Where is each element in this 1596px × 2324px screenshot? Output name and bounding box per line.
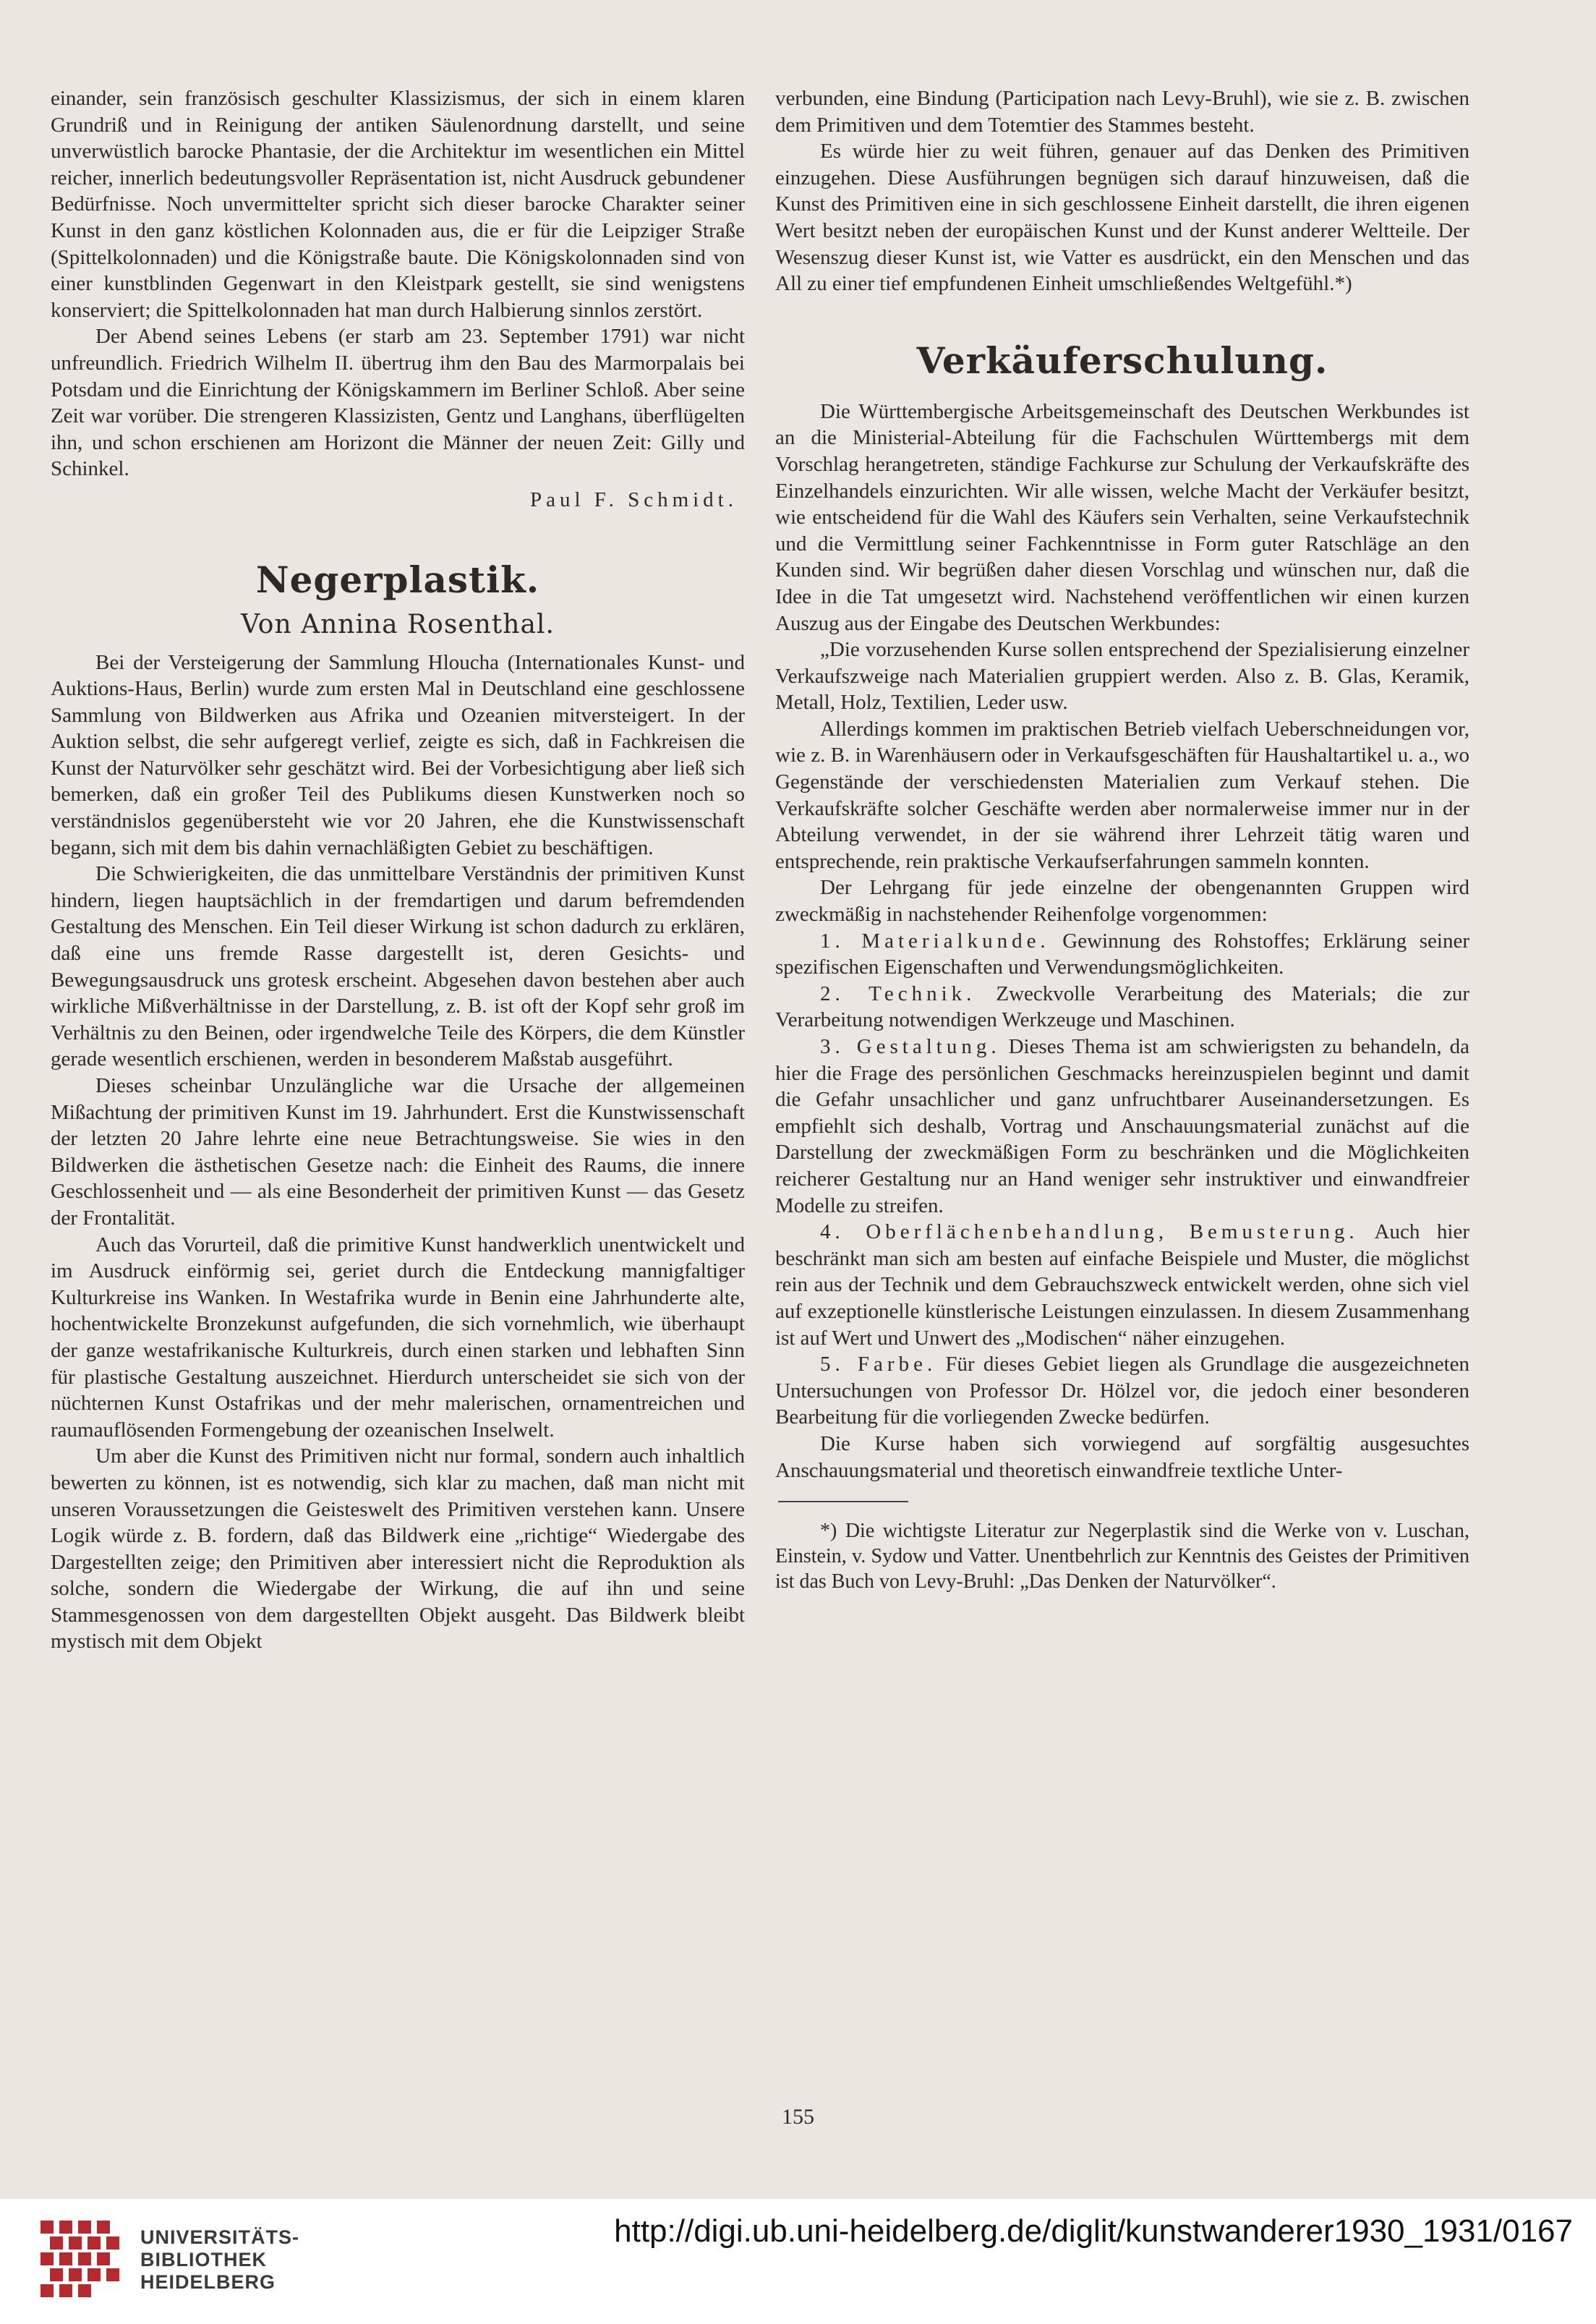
library-name-line: HEIDELBERG bbox=[140, 2271, 276, 2293]
list-item-text: Zweckvolle Verarbeitung des Materials; die zur Verarbeitung notwendigen Werkzeuge und Maschinen. bbox=[775, 982, 1470, 1032]
list-item bbox=[775, 1351, 1469, 1431]
page-number: 155 bbox=[782, 2105, 814, 2129]
right-column bbox=[775, 85, 1469, 1594]
paragraph: verbunden, eine Bindung (Participation nach Levy-Bruhl), wie sie z. B. zwischen dem Primitiven und dem Totemtier des Stammes besteht. bbox=[775, 87, 1469, 137]
article-title: Verkäuferschulung. bbox=[916, 339, 1328, 382]
paragraph: Allerdings kommen im praktischen Betrieb vielfach Ueberschneidungen vor, wie z. B. in Warenhäusern oder in Verkaufsgeschäften für Haushaltartikel u. a., wo Gegenstände der verschiedensten Materialien zum Verkauf stehen. Die Verkaufskräfte solcher Geschäfte werden aber normalerweise immer nur in der Abteilung verwendet, in der sie während ihrer Lehrzeit tätig waren und entsprechende, rein praktische Verkaufserfahrungen sammeln konnten. bbox=[775, 717, 1469, 873]
article-author: Von Annina Rosenthal. bbox=[241, 609, 555, 639]
paragraph: Der Lehrgang für jede einzelne der obengenannten Gruppen wird zweckmäßig in nachstehender Reihenfolge vorgenommen: bbox=[775, 876, 1469, 927]
paragraph: Die Kurse haben sich vorwiegend auf sorgfältig ausgesuchtes Anschauungsmaterial und theoretisch einwandfreie textliche Unter- bbox=[775, 1431, 1469, 1482]
list-item bbox=[775, 928, 1469, 981]
list-item-heading: 2. Technik. bbox=[820, 982, 976, 1005]
list-item-heading: 5. Farbe. bbox=[820, 1353, 937, 1376]
list-item-text: Auch hier beschränkt man sich am besten auf einfache Beispiele und Muster, die möglichst rein aus der Technik und dem Gebrauchszweck entwickelt werden, ohne sich viel auf exzeptionelle künstlerische Leistungen einzulassen. In diesem Zusammenhang ist auf Wert und Unwert des „Modischen“ näher einzugehen. bbox=[775, 1220, 1469, 1350]
footnote: *) Die wichtigste Literatur zur Negerplastik sind die Werke von v. Luschan, Einstein, v. Sydow und Vatter. Unentbehrlich zur Kenntnis des Geistes der Primitiven ist das Buch von Levy-Bruhl: „Das Denken der Naturvölker“. bbox=[775, 1520, 1469, 1593]
university-library-logo-icon bbox=[40, 2221, 130, 2300]
quote-paragraph: „Die vorzusehenden Kurse sollen entsprechend der Spezialisierung einzelner Verkaufszweige nach Materialien gruppiert werden. Also z. B. Glas, Keramik, Metall, Holz, Textilien, Leder usw. bbox=[775, 638, 1469, 715]
footnote-divider bbox=[778, 1501, 908, 1502]
list-item bbox=[775, 1034, 1469, 1219]
list-item-text: Für dieses Gebiet liegen als Grundlage die ausgezeichneten Untersuchungen von Professor Dr. Hölzel vor, die jedoch einer besonderen Bearbeitung für die vorliegenden Zwecke bedürfen. bbox=[775, 1353, 1470, 1429]
paragraph: Die Schwierigkeiten, die das unmittelbare Verständnis der primitiven Kunst hindern, liegen hauptsächlich in der fremdartigen und darum befremdenden Gestaltung des Menschen. Ein Teil dieser Wirkung ist schon dadurch zu erklären, daß eine uns fremde Rasse dargestellt ist, deren Gesichts- und Bewegungsausdruck uns grotesk erscheint. Abgesehen davon bestehen aber auch wirkliche Mißverhältnisse in der Darstellung, z. B. ist oft der Kopf sehr groß im Verhältnis zu den Beinen, oder irgendwelche Teile des Körpers, die dem Künstler gerade wesentlich erschienen, werden in besonderem Maßstab ausgeführt. bbox=[51, 862, 745, 1071]
list-item-heading: 1. Materialkunde. bbox=[820, 929, 1050, 953]
paragraph: Bei der Versteigerung der Sammlung Hloucha (Internationales Kunst- und Auktions-Haus, Berlin) wurde zum ersten Mal in Deutschland eine geschlossene Sammlung von Bildwerken aus Afrika und Ozeanien mitversteigert. In der Auktion selbst, die sehr aufgeregt verlief, zeigte es sich, daß in Fachkreisen die Kunst der Naturvölker sehr geschätzt wird. Bei der Vorbesichtigung aber ließ sich bemerken, daß ein großer Teil des Publikums diesen Kunstwerken noch so verständnislos gegenübersteht wie vor 20 Jahren, ehe die Kunstwissenschaft begann, sich mit dem bis dahin vernachläßigten Gebiet zu beschäftigen. bbox=[51, 650, 745, 859]
article-title: Negerplastik. bbox=[255, 558, 540, 601]
paragraph: Es würde hier zu weit führen, genauer auf das Denken des Primitiven einzugehen. Diese Ausführungen begnügen sich darauf hinzuweisen, daß die Kunst des Primitiven eine in sich geschlossene Einheit darstellt, die ihren eigenen Wert besitzt neben der europäischen Kunst und der Kunst anderer Weltteile. Der Wesenszug dieser Kunst ist, wie Vatter es ausdrückt, ein den Menschen und das All zu einer tief empfundenen Einheit umschließendes Weltgefühl.*) bbox=[775, 140, 1469, 296]
paragraph: Die Württembergische Arbeitsgemeinschaft des Deutschen Werkbundes ist an die Ministerial-Abteilung für die Fachschulen Württembergs mit dem Vorschlag herangetreten, ständige Fachkurse zur Schulung der Verkaufskräfte des Einzelhandels einzurichten. Wir alle wissen, welche Macht der Verkäufer besitzt, wie entscheidend für die Wahl des Käufers sein Verhalten, seine Verkaufstechnik und die Vermittlung seiner Fachkenntnisse in Form guter Ratschläge an den Kunden sind. Wir begrüßen daher diesen Vorschlag und wünschen nur, daß die Idee in die Tat umgesetzt wird. Nachstehend veröffentlichen wir einen kurzen Auszug aus der Eingabe des Deutschen Werkbundes: bbox=[775, 399, 1469, 635]
left-column bbox=[51, 85, 745, 1655]
paragraph: Der Abend seines Lebens (er starb am 23. September 1791) war nicht unfreundlich. Friedrich Wilhelm II. übertrug ihm den Bau des Marmorpalais bei Potsdam und die Einrichtung der Königskammern im Berliner Schloß. Aber seine Zeit war vorüber. Die strengeren Klassizisten, Gentz und Langhans, überflügelten ihn, und schon erschienen am Horizont die Männer der neuen Zeit: Gilly und Schinkel. bbox=[51, 325, 745, 481]
author-signature: Paul F. Schmidt. bbox=[529, 488, 738, 511]
list-item-text: Gewinnung des Rohstoffes; Erklärung seiner spezifischen Eigenschaften und Verwendungsmöglichkeiten. bbox=[775, 929, 1469, 979]
paragraph: Auch das Vorurteil, daß die primitive Kunst handwerklich unentwickelt und im Ausdruck einförmig sei, geriet durch die Entdeckung mannigfaltiger Kulturkreise ins Wanken. In Westafrika wurde in Benin eine Jahrhunderte alte, hochentwickelte Bronzekunst aufgefunden, die sich vornehmlich, wie überhaupt der ganze westafrikanische Kulturkreis, durch einen starken und lebhaften Sinn für plastische Gestaltung auszeichnet. Hierdurch unterscheidet sie sich von der nüchternen Kunst Ostafrikas und der mehr malerischen, ornamentreichen und raumauflösenden Formengebung der ozeanischen Inselwelt. bbox=[51, 1233, 745, 1442]
source-url-link[interactable]: http://digi.ub.uni-heidelberg.de/diglit/kunstwanderer1930_1931/0167 bbox=[614, 2213, 1573, 2249]
library-name-line: UNIVERSITÄTS- bbox=[140, 2226, 300, 2248]
list-item bbox=[775, 1219, 1469, 1351]
paragraph: einander, sein französisch geschulter Klassizismus, der sich in einem klaren Grundriß und in Reinigung der antiken Säulenordnung darstellt, und seine unverwüstlich barocke Phantasie, der die Architektur im wesentlichen ein Mittel reicher, innerlich bedeutungsvoller Repräsentation ist, nicht Ausdruck gebundener Bedürfnisse. Noch unvermittelter spricht sich dieser barocke Charakter seiner Kunst in den ganz köstlichen Kolonnaden aus, die er für die Leipziger Straße (Spittelkolonnaden) und die Königstraße baute. Die Königskolonnaden sind von einer kunstblinden Gegenwart in den Kleistpark gestellt, sie sind wenigstens konserviert; die Spittelkolonnaden hat man durch Halbierung sinnlos zerstört. bbox=[51, 87, 745, 322]
library-name-line: BIBLIOTHEK bbox=[140, 2249, 267, 2270]
list-item-heading: 3. Gestaltung. bbox=[820, 1035, 1001, 1058]
library-name bbox=[140, 2226, 299, 2294]
paragraph: Dieses scheinbar Unzulängliche war die Ursache der allgemeinen Mißachtung der primitiven Kunst im 19. Jahrhundert. Erst die Kunstwissenschaft der letzten 20 Jahre lehrte eine neue Betrachtungsweise. Sie wies in den Bildwerken die ästhetischen Gesetze nach: die Einheit des Raums, die innere Geschlossenheit und — als eine Besonderheit der primitiven Kunst — das Gesetz der Frontalität. bbox=[51, 1074, 745, 1230]
list-item-text: Dieses Thema ist am schwierigsten zu behandeln, da hier die Frage des persönlichen Geschmacks hereinzuspielen beginnt und damit die Gefahr unsachlicher und ganz unfruchtbarer Auseinandersetzungen. Es empfiehlt sich deshalb, Vortrag und Anschauungsmaterial zunächst auf die Darstellung der zweckmäßigen Form zu beschränken und die Möglichkeiten reicherer Gestaltung nur an Hand weniger sehr instruktiver und einwandfreier Modelle zu streifen. bbox=[775, 1035, 1469, 1217]
paragraph: Um aber die Kunst des Primitiven nicht nur formal, sondern auch inhaltlich bewerten zu können, ist es notwendig, sich klar zu machen, daß man nicht mit unseren Voraussetzungen die Geisteswelt des Primitiven verstehen kann. Unsere Logik würde z. B. fordern, daß das Bildwerk eine „richtige“ Wiedergabe des Dargestellten zeige; den Primitiven aber interessiert nicht die Reproduktion als solche, sondern die Wiedergabe der Wirkung, die auf ihn und seine Stammesgenossen von dem dargestellten Objekt ausgeht. Das Bildwerk bleibt mystisch mit dem Objekt bbox=[51, 1444, 745, 1653]
list-item-heading: 4. Oberflächenbehandlung, Bemusterung. bbox=[820, 1220, 1359, 1244]
list-item bbox=[775, 981, 1469, 1034]
